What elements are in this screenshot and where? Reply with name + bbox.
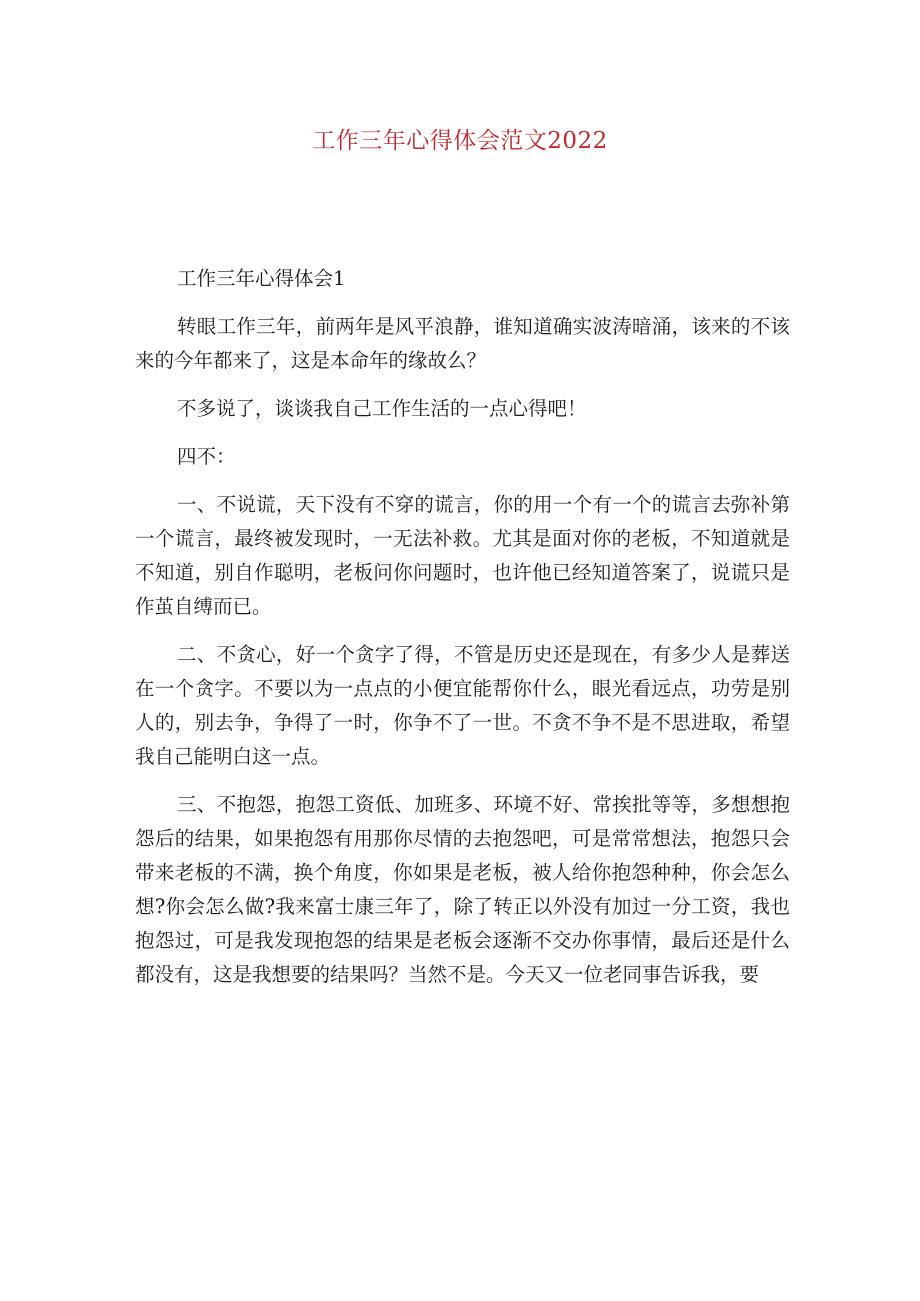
paragraph: 三、不抱怨，抱怨工资低、加班多、环境不好、常挨批等等，多想想抱怨后的结果，如果抱怨有用那你尽情的去抱怨吧，可是常常想法，抱怨只会带来老板的不满，换个角度，你如果是老板，被人给你抱怨种种，你会怎么想?你会怎么做?我来富士康三年了，除了转正以外没有加过一分工资，我也抱怨过，可是我发现抱怨的结果是老板会逐渐不交办你事情，最后还是什么都没有，这是我想要的结果吗？当然不是。今天又一位老同事告诉我，要 — [135, 793, 790, 986]
document-title: 工作三年心得体会范文2022 — [312, 128, 608, 154]
paragraph: 不多说了，谈谈我自己工作生活的一点心得吧！ — [177, 397, 587, 420]
paragraph: 二、不贪心，好一个贪字了得，不管是历史还是现在，有多少人是葬送在一个贪字。不要以为一点点的小便宜能帮你什么，眼光看远点，功劳是别人的，别去争，争得了一时，你争不了一世。不贪不争不是不思进取，希望我自己能明白这一点。 — [135, 643, 790, 768]
paragraph: 四不： — [177, 445, 236, 468]
paragraph: 转眼工作三年，前两年是风平浪静，谁知道确实波涛暗涌，该来的不该来的今年都来了，这是本命年的缘故么？ — [135, 315, 790, 372]
section-heading: 工作三年心得体会1 — [177, 267, 346, 290]
paragraph: 一、不说谎，天下没有不穿的谎言，你的用一个有一个的谎言去弥补第一个谎言，最终被发现时，一无法补救。尤其是面对你的老板，不知道就是不知道，别自作聪明，老板问你问题时，也许他已经知道答案了，说谎只是作茧自缚而已。 — [135, 493, 790, 618]
document-body — [135, 262, 790, 1006]
